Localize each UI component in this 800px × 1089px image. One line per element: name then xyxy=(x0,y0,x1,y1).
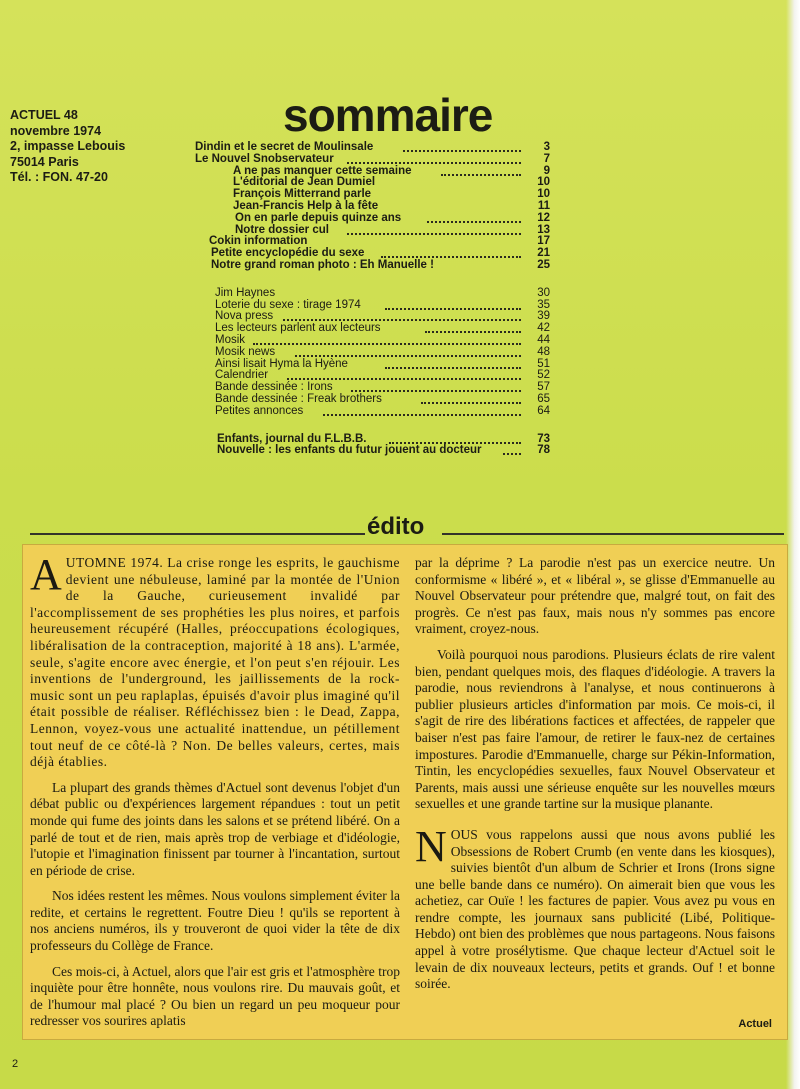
toc-entry-page: 7 xyxy=(543,152,550,165)
editorial-paragraph xyxy=(30,550,400,771)
editorial-column-left xyxy=(30,550,400,1039)
issue-number: ACTUEL 48 xyxy=(10,108,78,122)
toc-entry-page: 9 xyxy=(543,164,550,177)
toc-entry[interactable] xyxy=(195,347,575,359)
toc-entry-title: Notre grand roman photo : Eh Manuelle ! xyxy=(211,258,434,271)
dot-leader xyxy=(323,412,521,416)
toc-entry-title: Petite encyclopédie du sexe xyxy=(211,247,365,260)
drop-cap: N xyxy=(415,821,447,871)
toc-entry[interactable] xyxy=(195,213,575,225)
toc-entry-title: Petites annonces xyxy=(215,404,304,417)
toc-entry-title: Bande dessinée : Freak brothers xyxy=(215,392,382,405)
toc-entry-title: Notre dossier cul xyxy=(235,223,329,236)
editorial-paragraph: par la déprime ? La parodie n'est pas un exercice neutre. Un conformisme « libéré », et « libéral », se glisse d'Emmanuelle au Nouvel Observateur pour prétendre que, malgré tout, on fait des progrès. Ce n'est pas faux, mais nous n'y sommes pas encore vraiment, croyez-nous. xyxy=(415,555,775,637)
toc-entry[interactable] xyxy=(195,335,575,347)
editorial-paragraph xyxy=(415,821,775,993)
address-street: 2, impasse Lebouis xyxy=(10,139,126,153)
toc-entry[interactable] xyxy=(195,260,575,272)
toc-entry-page: 52 xyxy=(537,369,550,382)
toc-entry-title: Mosik news xyxy=(215,345,276,358)
toc-entry-page: 51 xyxy=(537,357,550,370)
toc-entry-title: On en parle depuis quinze ans xyxy=(235,211,402,224)
toc-entry-page: 35 xyxy=(537,298,550,311)
dot-leader xyxy=(421,400,521,404)
editorial-paragraph: Voilà pourquoi nous parodions. Plusieurs éclats de rire valent bien, pendant quelques mois, des flaques d'idéologie. A travers la parodie, nous reviendrons à l'analyse, et nous continuerons à publier plusieurs articles d'information par mois. Ce mois-ci, il s'agit de rire des libérations factices et affectées, de rappeler que baiser n'est pas faire l'amour, de retirer le faux-nez de certaines impostures. Parodie d'Emmanuelle, charge sur Pékin-Information, Tintin, les encyclopédies sexuelles, faux Nouvel Observateur et Parents, mais aussi une sérieuse enquête sur les nouvelles mœurs sexuelles et une grande tartine sur la musique planante. xyxy=(415,646,775,812)
toc-entry-title: Cokin information xyxy=(209,235,308,248)
dot-leader xyxy=(287,376,521,380)
toc-entry-page: 64 xyxy=(537,404,550,417)
editorial-paragraph: Nos idées restent les mêmes. Nous voulons simplement éviter la redite, et certains le regrettent. Foutre Dieu ! qu'ils se reportent à nos anciens numéros, ils y trouveront de quoi vider la tête de dix professeurs du Collège de France. xyxy=(30,888,400,954)
editorial-column-right xyxy=(415,555,775,1002)
table-of-contents xyxy=(195,142,575,457)
masthead xyxy=(10,108,125,186)
page-edge xyxy=(786,0,800,1089)
toc-entry-page: 78 xyxy=(537,444,550,457)
toc-entry-page: 73 xyxy=(537,432,550,445)
toc-entry-page: 21 xyxy=(537,247,550,260)
toc-entry-page: 65 xyxy=(537,392,550,405)
dot-leader xyxy=(441,172,521,176)
edito-rule-left xyxy=(30,533,365,535)
dot-leader xyxy=(295,353,521,357)
dot-leader xyxy=(253,341,521,345)
toc-entry-page: 25 xyxy=(537,258,550,271)
editorial-box xyxy=(22,544,788,1040)
toc-entry-title: Nouvelle : les enfants du futur jouent au docteur xyxy=(217,444,482,457)
toc-entry-title: Dindin et le secret de Moulinsale xyxy=(195,141,374,153)
toc-entry-page: 48 xyxy=(537,345,550,358)
toc-entry-page: 39 xyxy=(537,310,550,323)
toc-entry-page: 42 xyxy=(537,322,550,335)
drop-cap: A xyxy=(30,550,62,599)
edito-rule-right xyxy=(442,533,784,535)
toc-entry-title: Le Nouvel Snobservateur xyxy=(195,152,334,165)
toc-entry[interactable] xyxy=(195,154,575,166)
editorial-paragraph: Ces mois-ci, à Actuel, alors que l'air est gris et l'atmosphère trop inquiète pour être honnête, nous voulons rire. Du mauvais goût, et de l'humour mal placé ? Ou bien un regard un peu moqueur pour redresser vos sourires aplatis xyxy=(30,963,400,1029)
toc-entry-title: Enfants, journal du F.L.B.B. xyxy=(217,432,367,445)
editorial-paragraph: La plupart des grands thèmes d'Actuel sont devenus l'objet d'un débat public ou d'expériences largement répandues : tout un petit monde qui fume des joints dans les salons et se prétend libéré. On a parlé de tout et de rien, mais après trop de verbiage et d'idéologie, l'utopie et l'imagination finissent par tourner à l'incantation, surtout en période de crise. xyxy=(30,779,400,878)
dot-leader xyxy=(503,451,521,455)
dot-leader xyxy=(347,160,521,164)
phone: Tél. : FON. 47-20 xyxy=(10,170,108,184)
dot-leader xyxy=(351,388,521,392)
toc-entry-page: 57 xyxy=(537,381,550,394)
toc-entry-page: 10 xyxy=(537,176,550,189)
dot-leader xyxy=(403,148,521,152)
toc-entry-page: 12 xyxy=(537,211,550,224)
toc-entry-page: 30 xyxy=(537,286,550,299)
toc-entry-title: Mosik xyxy=(215,333,246,346)
dot-leader xyxy=(389,440,521,444)
dot-leader xyxy=(427,219,521,223)
toc-entry-page: 13 xyxy=(537,223,550,236)
paragraph-text: OUS vous rappelons aussi que nous avons publié les Obsessions de Robert Crumb (en vente dans les kiosques), suivies bientôt d'un album de Schrier et Irons (Irons signe une belle bande dans ce numéro). On aimerait bien que vous les achetiez, car Ouïe ! les factures de papier. Vous avez pu vous en rendre compte, les journaux sans publicité (Libé, Politique-Hebdo) ont bien des problèmes que nous partageons. Nous faisons appel à votre prosélytisme. Que chaque lecteur d'Actuel soit le levain de dix nouveaux lecteurs, petits et grands. Ouf ! et bonne soirée. xyxy=(415,826,775,992)
toc-entry[interactable] xyxy=(195,323,575,335)
toc-entry-page: 3 xyxy=(543,141,550,153)
dot-leader xyxy=(385,306,521,310)
toc-entry-page: 10 xyxy=(537,188,550,201)
page-title: sommaire xyxy=(283,89,493,141)
toc-entry-title: Bande dessinée : Irons xyxy=(215,381,333,394)
page-number: 2 xyxy=(12,1058,19,1070)
issue-date: novembre 1974 xyxy=(10,123,102,138)
dot-leader xyxy=(347,231,521,235)
toc-entry[interactable] xyxy=(195,445,575,457)
toc-entry[interactable] xyxy=(195,288,575,300)
toc-entry-title: Calendrier xyxy=(215,369,269,382)
toc-entry-title: Loterie du sexe : tirage 1974 xyxy=(215,298,361,311)
toc-entry-title: Nova press xyxy=(215,310,274,323)
paragraph-text: UTOMNE 1974. La crise ronge les esprits, le gauchisme devient une nébuleuse, laminé par la montée de l'Union de la Gauche, curieusement invalidé par l'accomplissement de ses prophéties les plus noires, et parfois heureusement récupéré (Halles, préoccupations écologiques, libéralisation de la contraception, majorité à 18 ans). L'armée, seule, s'agite encore avec énergie, et l'on peut s'en réjouir. Les inventions de l'underground, les jaillissements de la rock-music sont un peu raplaplas, épuisés d'avoir plus imaginé qu'il était possible de réaliser. Réfléchissez bien : le Dead, Zappa, Lennon, voyez-vous une actualité inattendue, un pétillement tout neuf de ce côté-là ? Non. De belles valeurs, certes, mais déjà établies. xyxy=(30,555,400,770)
dot-leader xyxy=(385,365,521,369)
toc-entry-title: L'éditorial de Jean Dumiel xyxy=(233,176,376,189)
toc-entry-page: 17 xyxy=(537,235,550,248)
toc-entry[interactable] xyxy=(195,406,575,418)
signature: Actuel xyxy=(738,1018,772,1030)
dot-leader xyxy=(425,329,521,333)
toc-entry-page: 11 xyxy=(537,199,550,212)
address-city: 75014 Paris xyxy=(10,154,79,169)
toc-entry-title: Jim Haynes xyxy=(215,286,276,299)
toc-entry-page: 44 xyxy=(537,333,550,346)
edito-heading: édito xyxy=(367,513,425,540)
toc-entry-title: François Mitterrand parle xyxy=(233,188,372,201)
toc-entry-title: Ainsi lisait Hyma la Hyène xyxy=(215,357,348,370)
dot-leader xyxy=(381,254,521,258)
toc-entry[interactable] xyxy=(195,201,575,213)
toc-entry-title: Les lecteurs parlent aux lecteurs xyxy=(215,322,381,335)
toc-entry[interactable] xyxy=(195,394,575,406)
dot-leader xyxy=(283,317,521,321)
toc-entry-title: A ne pas manquer cette semaine xyxy=(233,164,412,177)
toc-entry-title: Jean-Francis Help à la fête xyxy=(233,199,379,212)
